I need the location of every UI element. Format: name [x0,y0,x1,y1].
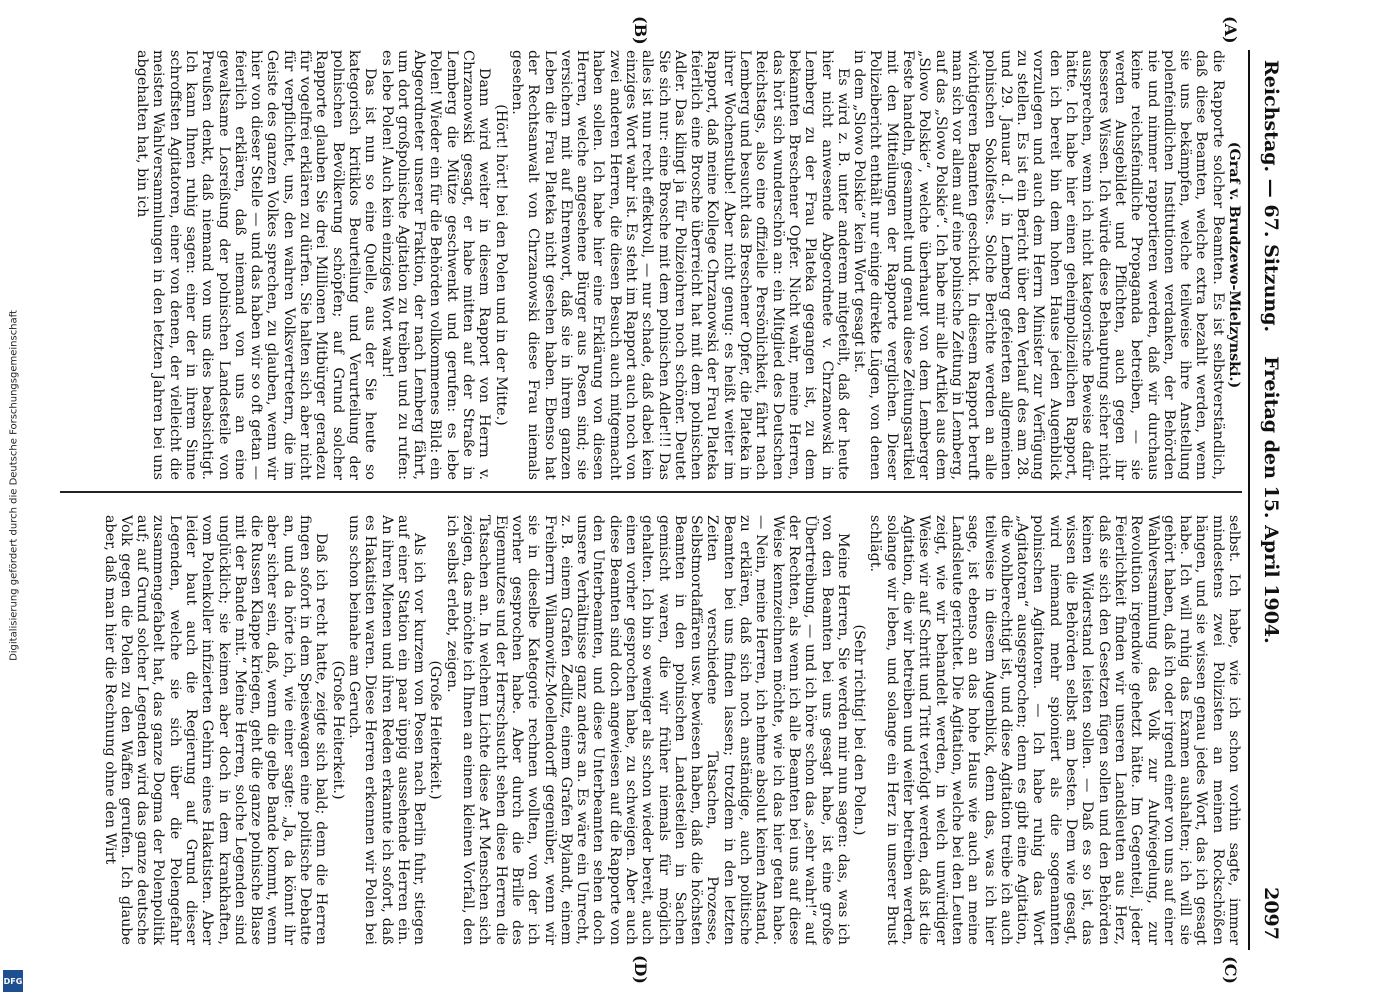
paragraph: Meine Herren, Sie werden mir nun sagen: das, was ich von den Beamten bei uns gesagt habe, ist eine große Übertreibung, — und ich höre schon das „sehr wahr!“ auf der Rechten, als wenn ich alle Beamten bei uns auf diese Weise kennzeichnen möchte, wie ich das hier getan habe. — Nein, meine Herren, ich nehme absolut keinen Anstand, zu erklären, daß sich noch anständige, auch politische Beamten bei uns finden lassen; trotzdem in den letzten Zeiten verschiedene Tatsachen, Prozesse, Selbstmordaffären usw. bewiesen haben, daß die höchsten Beamten in den polnischen Landesteilen in Sachen gemischt waren, die wir früher niemals für möglich gehalten. Ich bin so weniger als schon wieder bereit, auch einen vorher gesprochen habe, zu schweigen. Aber auch diese Beamten sind doch angewiesen auf die Rapporte von den Unterbeamten, und diese Unterbeamten sehen doch unsere Verhältnisse ganz anders an. Es wäre ein Unrecht, z. B. einem Grafen Zedlitz, einem Grafen Bylandt, einem Freiherrn Wilamowitz-Moellendorff gegenüber, wenn wir sie in dieselbe Kategorie rechnen wollten, von der ich vorher gesprochen habe. Aber durch die Brille des Eigennutzes und der Herrschsucht sehen diese Herren die Tatsachen an. In welchem Lichte diese Art Menschen sich zeigen, das möchte ich Ihnen an einem kleinen Vorfall, den ich selbst erlebt, zeigen. [443,515,851,945]
header-date: Freitag den 15. April 1904. [1260,356,1282,644]
text-column-left [60,50,1242,480]
margin-mark-b: (B) [631,16,650,45]
document-page [0,10,1300,990]
digitization-credit: Digitalisierung gefördert durch die Deutsche Forschungsgemeinschaft [8,310,20,661]
column-divider [60,491,1242,493]
paragraph: Dann wird weiter in diesem Rapport von Herrn v. Chrzanowski gesagt, er habe mitten auf der Straße in Lemberg die Mütze geschwenkt und gerufen: es lebe Polen! Wieder ein für die Behörden vollkommenes Bild: ein Abgeordneter unserer Fraktion, der nach Lemberg fährt, um dort großpolnische Agitation zu treiben und zu rufen: es lebe Polen! Auch kein einziges Wort wahr! [378,50,493,480]
paragraph: Als ich vor kurzem von Posen nach Berlin fuhr, stiegen auf einer Station ein paar üppig aussehende Herren ein. An ihren Mienen und ihren Reden erkannte ich sofort, daß es Hakatisten waren. Diese Herren erkennen wir Polen bei uns schon beinahe am Geruch. [345,515,428,945]
paragraph: Es wird z. B. unter anderem mitgeteilt, daß der heute hier nicht anwesende Abgeordnete v. Chrzanowski in Lemberg zu der Frau Plateka gegangen ist, zu dem bekannten Breschener Opfer. Nicht wahr, meine Herren, das hört sich wunderschön an: ein Mitglied des Deutschen Reichstags, also eine offizielle Persönlichkeit, fährt nach Lemberg und besucht das Breschener Opfer, die Plateka in ihrer Wochenstube! Aber nicht genug: es heißt weiter im Rapport, daß meine Kollege Chrzanowski der Frau Plateka feierlich eine Brosche überreicht hat mit dem polnischen Adler. Das klingt ja für Polizeiohren noch schöner. Deutet Sie sich nur: eine Brosche mit dem polnischen Adler!!! Das alles ist nun recht effektvoll, — nur schade, daß dabei kein einziges Wort wahr ist. Es steht im Rapport auch noch von zwei anderen Herren, die diesen Besuch auch mitgemacht haben sollen. Ich habe hier eine Erklärung von diesen Herren, welche angesehene Bürger aus Posen sind; sie versichern mit auf Ehrenwort, daß sie in ihrem ganzen Leben die Frau Plateka nicht gesehen haben. Ebenso hat der Rechtsanwalt von Chrzanowski diese Frau niemals gesehen. [508,50,851,480]
page-header [1256,30,1282,970]
paragraph: Das ist nun so eine Quelle, aus der Sie heute so kategorisch kritiklos Beurteilung und Verurteilung der polnischen Bevölkerung schöpfen; auf Grund solcher Rapporte glauben Sie drei Millionen Mitbürger geradezu für vogelfrei erklären zu dürfen. Sie halten sich aber nicht für verpflichtet, uns, den wahren Volksvertretern, die im Geiste des ganzen Volkes sprechen, zu glauben, wenn wir hier von dieser Stelle — und das haben wir so oft getan — feierlich erklären, daß niemand von uns an eine gewaltsame Losreißung der polnischen Landesteile von Preußen denkt, daß niemand von uns dies beabsichtigt. Ich kann Ihnen ruhig sagen: einer der in ihrem Sinne schroffsten Agitatoren, einer von denen, der vielleicht die meisten Wahlversammlungen in den letzten Jahren bei uns abgehalten hat, bin ich [134,50,379,480]
header-rule [1248,50,1250,950]
header-session: Reichstag. — 67. Sitzung. [1260,60,1282,333]
dfg-logo: DFG [3,970,23,992]
paragraph: Daß ich recht hatte, zeigte sich bald; denn die Herren fingen sofort in dem Speisewagen eine politische Debatte an, und da hörte ich, wie einer sagte: „Ja, da könnt ihr aber sicher sein, daß, wenn die gelbe Bande kommt, wenn die Russen Klappe kriegen, geht die ganze polnische Blase mit der Bande mit.“ Meine Herren, solche Legenden sind unglücklich; sie keimen aber doch in dem krankhaften, vom Polenkoller infizierten Gehirn eines Hakatisten. Aber leider baut auch die Regierung auf Grund dieser Legenden, welche sie sich über die Polengefahr zusammengefabelt hat, das ganze Dogma der Polenpolitik auf; auf Grund solcher Legenden wird das ganze deutsche Volk gegen die Polen zu den Waffen gerufen. Ich glaube aber, daß man hier die Rechnung ohne den Wirt [101,515,330,945]
margin-mark-a: (A) [1221,16,1240,44]
speaker-name: (Graf v. Brudzewo-Mielzynski.) [1226,141,1242,389]
margin-mark-d: (D) [631,954,650,984]
page-number: 2097 [1260,887,1282,940]
interjection: (Große Heiterkeit.) [329,660,346,800]
interjection: (Große Heiterkeit.) [427,660,444,800]
interjection: (Sehr richtig! bei den Polen.) [851,624,868,836]
paragraph: selbst. Ich habe, wie ich schon vorhin sagte, immer mindestens zwei Polizisten an meinen Rockschößen hängen, und sie wissen genau jedes Wort, das ich gesagt habe. Ich will ruhig das Examen aushalten; ich will sie gehört haben, daß ich oder irgend einer von uns auf einer Wahlversammlung das Volk zur Aufwiegelung, zur Revolution irgendwie gehetzt hätte. Im Gegenteil, jeder Feierlichkeit finden wir unseren Landsleuten aus Herz, daß sie sich den Gesetzen fügen sollen und den Behörden keinen Widerstand leisten sollen. — Daß es so ist, das wissen die Behörden selbst am besten. Dem wie gesagt, wird niemand mehr spioniert als die sogenannten polnischen Agitatoren. — Ich habe ruhig das Wort „Agitatoren“ ausgesprochen; denn es gibt eine Agitation, die wohlberechtigt ist, und diese Agitation treibe ich auch teilweise in diesem Augenblick, denn das, was ich hier sage, ist ebenso an das hohe Haus wie auch an meine Landsleute gerichtet. Die Agitation, welche bei den Leuten zeigt, wie wir behandelt werden, in welch unwürdiger Weise wir auf Schritt und Tritt verfolgt werden, daß ist die Agitation, die wir betreiben und weiter betreiben werden, solange wir leben, und solange ein Herz in unserer Brust schlägt. [867,515,1242,945]
margin-mark-c: (C) [1221,956,1240,984]
interjection: (Hört! hört! bei den Polen und in der Mitte.) [492,104,509,426]
text-column-right [60,515,1242,945]
paragraph: die Rapporte solcher Beamten. Es ist selbstverständlich, daß diese Beamten, welche extra bezahlt werden, wenn sie uns bekämpfen, welche teilweise ihre Anstellung polenfeindlichen Institutionen verdanken, der Behörden nie und nimmer rapportieren werden, daß wir durchaus keine reichsfeindliche Propaganda betreiben, — sie werden Ausgebildet und Pflichten, auch gegen ihr besseres Wissen. Ich würde diese Behauptung sicher nicht aussprechen, wenn ich nicht kategorische Beweise dafür hätte. Ich habe hier einen geheimpolizeilichen Rapport, den ich bereit bin dem hohen Hause jeden Augenblick vorzulegen und auch dem Herrn Minister zur Verfügung zu stellen. Es ist ein Bericht über den Verlauf des am 28. und 29. Januar d. J. in Lemberg gefeierten allgemeinen polnischen Sokolfestes. Solche Berichte werden an alle wichtigeren Beamten geschickt. In diesem Rapport beruft man sich vor allem auf eine polnische Zeitung in Lemberg, auf das „Slowo Polskie“. Ich habe mir alle Artikel aus dem „Slowo Polskie“, welche überhaupt von dem Lemberger Feste handeln, gesammelt und genau diese Zeitungsartikel mit den Mitteilungen der Rapporte verglichen. Dieser Polizeibericht enthält nur einige direkte Lügen, von denen in dem „Slowo Polskie“ kein Wort gesagt ist. [851,50,1226,480]
